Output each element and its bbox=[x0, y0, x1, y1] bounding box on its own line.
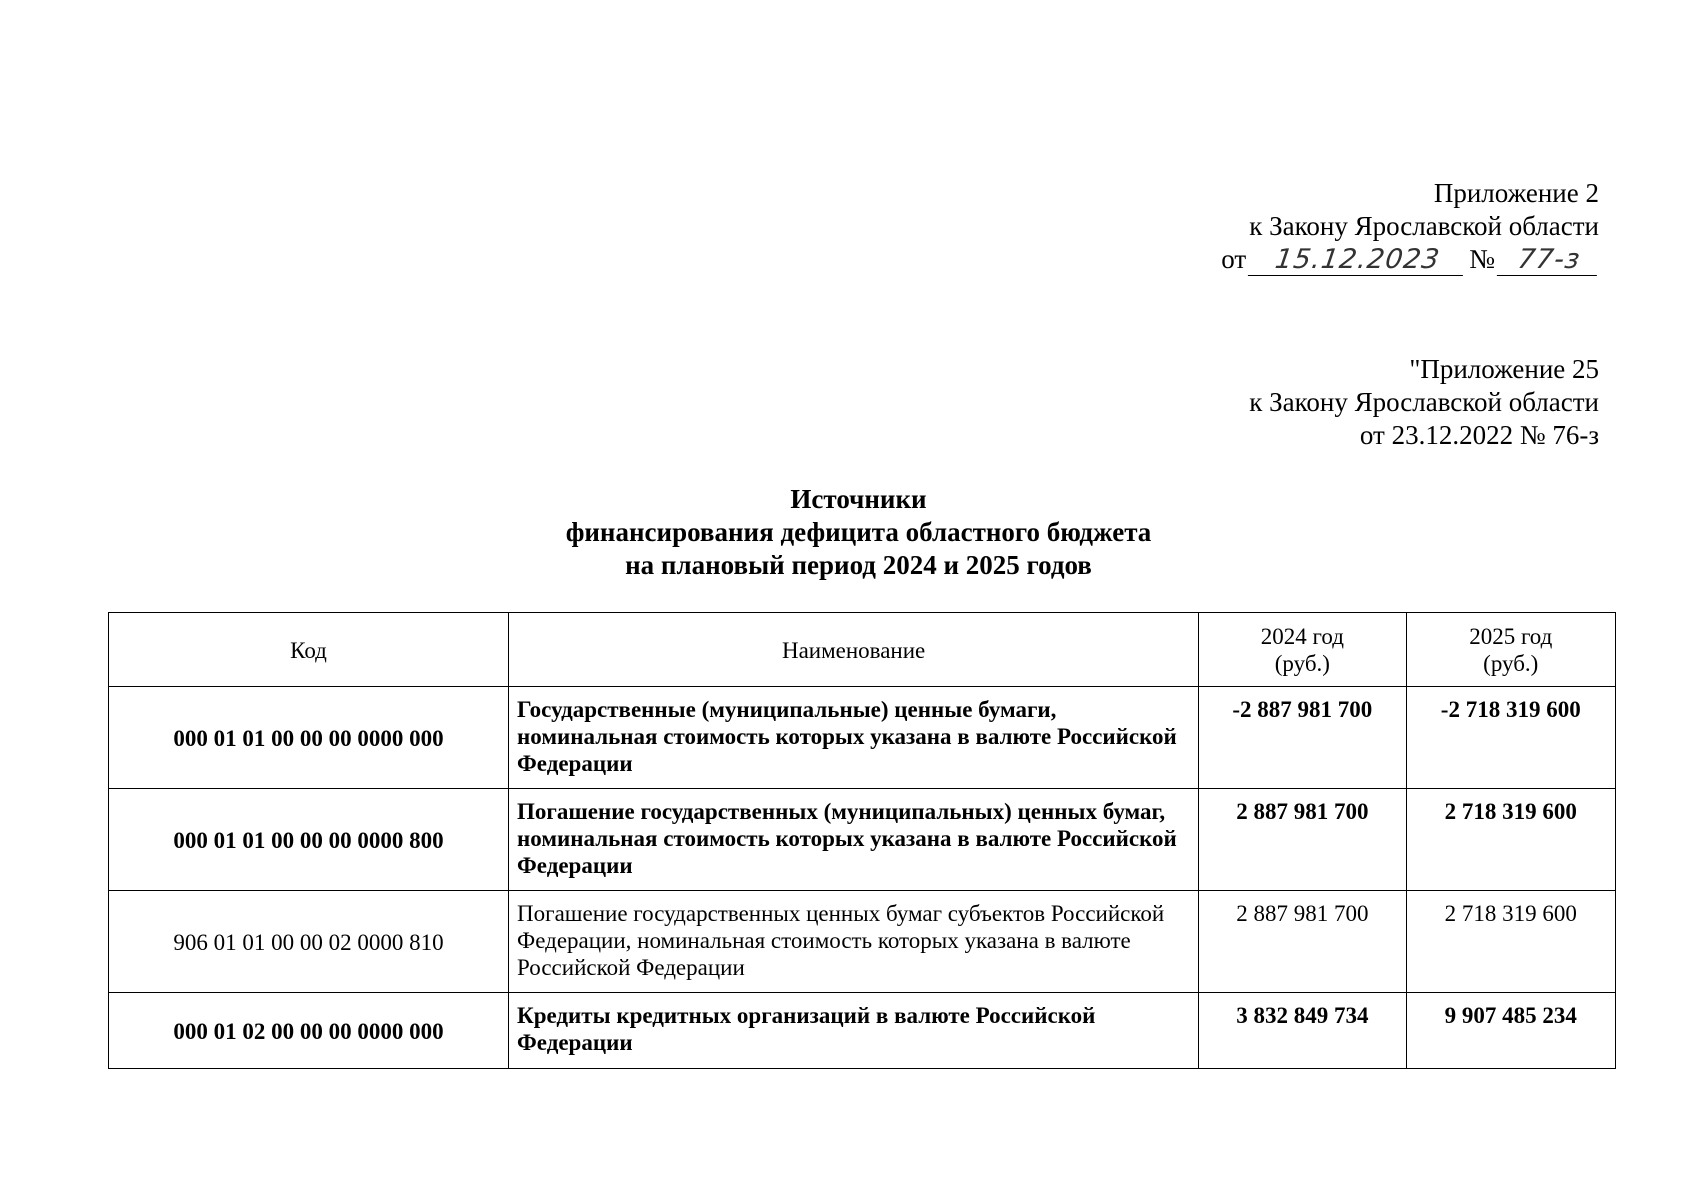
table-row bbox=[109, 993, 1616, 1069]
appendix-header-previous bbox=[1249, 353, 1599, 452]
header-code: Код bbox=[109, 613, 509, 687]
row-amount-2024: 2 887 981 700 bbox=[1199, 891, 1406, 993]
header-name: Наименование bbox=[509, 613, 1199, 687]
row-amount-2025: 2 718 319 600 bbox=[1406, 891, 1615, 993]
number-sign: № bbox=[1469, 244, 1495, 274]
appendix-date-number: от 23.12.2022 № 76-з bbox=[1359, 420, 1599, 450]
row-name: Кредиты кредитных организаций в валюте Российской Федерации bbox=[509, 993, 1199, 1069]
title-line-2: финансирования дефицита областного бюджета bbox=[565, 517, 1152, 547]
title-line-1: Источники bbox=[790, 484, 927, 514]
document-title bbox=[0, 483, 1697, 582]
appendix-title: "Приложение 25 bbox=[1409, 354, 1599, 384]
appendix-date-number-line bbox=[1221, 243, 1599, 276]
appendix-law-ref: к Закону Ярославской области bbox=[1249, 211, 1599, 241]
header-2024-unit: (руб.) bbox=[1274, 651, 1330, 676]
header-2024 bbox=[1199, 613, 1406, 687]
financing-sources-table bbox=[108, 612, 1616, 1069]
table-header-row bbox=[109, 613, 1616, 687]
row-amount-2025: -2 718 319 600 bbox=[1406, 687, 1615, 789]
header-2025-year: 2025 год bbox=[1469, 624, 1553, 649]
table-row bbox=[109, 789, 1616, 891]
row-name: Погашение государственных (муниципальных) ценных бумаг, номинальная стоимость которых указана в валюте Российской Федерации bbox=[509, 789, 1199, 891]
header-2025-unit: (руб.) bbox=[1483, 651, 1539, 676]
row-code: 000 01 01 00 00 00 0000 000 bbox=[109, 687, 509, 789]
row-amount-2024: -2 887 981 700 bbox=[1199, 687, 1406, 789]
row-amount-2025: 2 718 319 600 bbox=[1406, 789, 1615, 891]
appendix-title: Приложение 2 bbox=[1433, 178, 1599, 208]
header-2024-year: 2024 год bbox=[1260, 624, 1344, 649]
handwritten-date: 15.12.2023 bbox=[1248, 245, 1467, 276]
handwritten-number: 77-з bbox=[1497, 245, 1601, 276]
title-line-3: на плановый период 2024 и 2025 годов bbox=[625, 550, 1092, 580]
date-prefix: от bbox=[1221, 244, 1247, 274]
row-code: 000 01 01 00 00 00 0000 800 bbox=[109, 789, 509, 891]
row-name: Погашение государственных ценных бумаг субъектов Российской Федерации, номинальная стоимость которых указана в валюте Российской Федерации bbox=[509, 891, 1199, 993]
appendix-header-current bbox=[1221, 177, 1599, 276]
table-row bbox=[109, 687, 1616, 789]
header-2025 bbox=[1406, 613, 1615, 687]
table-row bbox=[109, 891, 1616, 993]
row-code: 000 01 02 00 00 00 0000 000 bbox=[109, 993, 509, 1069]
appendix-law-ref: к Закону Ярославской области bbox=[1249, 387, 1599, 417]
row-amount-2024: 3 832 849 734 bbox=[1199, 993, 1406, 1069]
row-name: Государственные (муниципальные) ценные бумаги, номинальная стоимость которых указана в валюте Российской Федерации bbox=[509, 687, 1199, 789]
row-amount-2024: 2 887 981 700 bbox=[1199, 789, 1406, 891]
row-code: 906 01 01 00 00 02 0000 810 bbox=[109, 891, 509, 993]
row-amount-2025: 9 907 485 234 bbox=[1406, 993, 1615, 1069]
